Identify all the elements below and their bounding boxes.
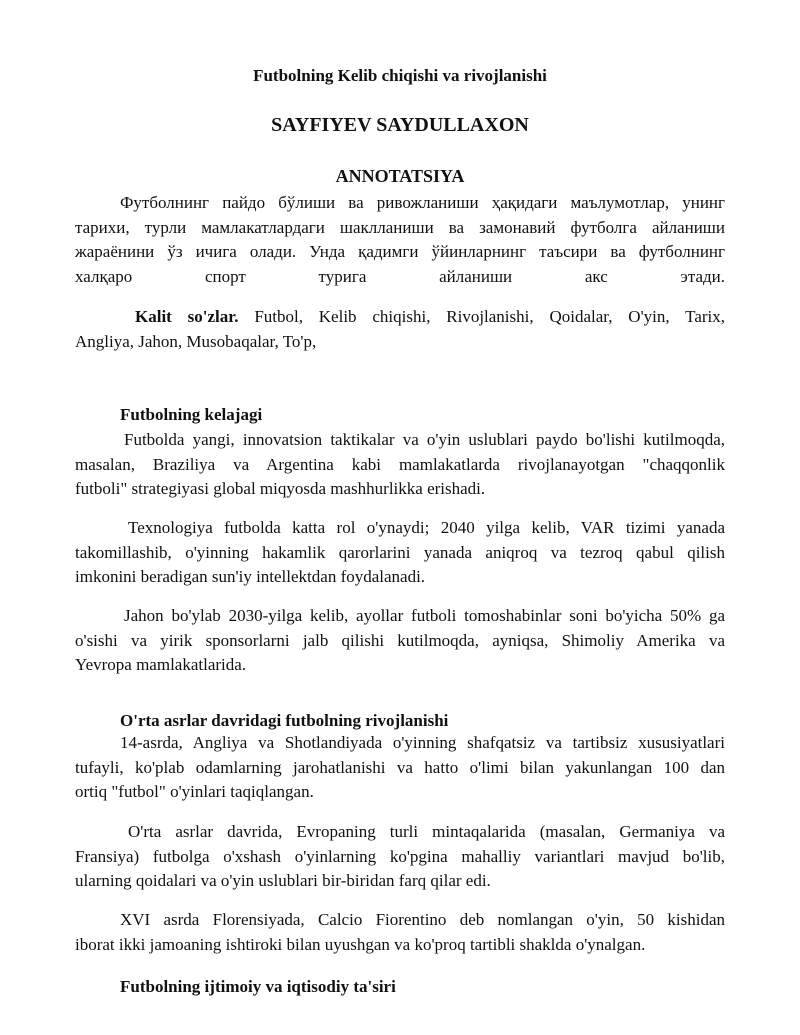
section-paragraph xyxy=(75,428,725,502)
keywords-line: Angliya, Jahon, Musobaqalar, To'p, xyxy=(75,331,317,351)
paragraph-line: Fransiya) futbolga o'xshash o'yinlarning ko'pgina mahalliy variantlari mavjud bo'lib, xyxy=(75,846,725,866)
section-heading: O'rta asrlar davridagi futbolning rivojlanishi xyxy=(120,711,449,730)
paragraph-line: 14-asrda, Angliya va Shotlandiyada o'yinning shafqatsiz va tartibsiz xususiyatlari xyxy=(120,733,725,752)
section-paragraph xyxy=(75,516,725,590)
paragraph-line: imkonini beradigan sun'iy intellektdan foydalanadi. xyxy=(75,567,426,586)
annotation-paragraph xyxy=(75,191,725,289)
paragraph-line: XVI asrda Florensiyada, Calcio Fiorentino deb nomlangan o'yin, 50 kishidan xyxy=(120,910,725,929)
section-paragraph xyxy=(75,604,725,678)
keywords-paragraph xyxy=(75,305,725,354)
annotation-heading: ANNOTATSIYA xyxy=(335,166,465,186)
section-heading: Futbolning kelajagi xyxy=(120,405,263,424)
paragraph-line: O'rta asrlar davrida, Evropaning turli mintaqalarida (masalan, Germaniya va xyxy=(128,822,725,841)
section-paragraph xyxy=(75,908,725,957)
paragraph-line: Jahon bo'ylab 2030-yilga kelib, ayollar futboli tomoshabinlar soni bo'yicha 50% ga xyxy=(124,606,725,625)
paragraph-line: takomillashib, o'yinning hakamlik qarorlarini yanada aniqroq va tezroq qabul qilish xyxy=(75,542,725,562)
annotation-line: тарихи, турли мамлакатлардаги шаклланиши ва замонавий футболга айланиши xyxy=(75,217,725,237)
section-paragraph xyxy=(75,731,725,805)
section-heading: Futbolning ijtimoiy va iqtisodiy ta'siri xyxy=(120,977,396,996)
paragraph-line: tufayli, ko'plab odamlarning jarohatlanishi va hatto o'limi bilan yakunlangan 100 dan xyxy=(75,757,725,777)
paragraph-line: Texnologiya futbolda katta rol o'ynaydi; 2040 yilga kelib, VAR tizimi yanada xyxy=(128,518,725,537)
paragraph-line: o'sishi va yirik sponsorlarni jalb qilishi kutilmoqda, ayniqsa, Shimoliy Amerika va xyxy=(75,630,725,650)
keywords-line xyxy=(75,305,725,330)
annotation-line: халқаро спорт турига айланиши акс этади. xyxy=(75,266,725,286)
keywords-label: Kalit so'zlar. xyxy=(135,307,239,326)
paragraph-line: ortiq "futbol" o'yinlari taqiqlangan. xyxy=(75,782,314,801)
paragraph-line: iborat ikki jamoaning ishtiroki bilan uyushgan va ko'proq tartibli shaklda o'ynalgan. xyxy=(75,934,646,954)
keywords-list: Futbol, Kelib chiqishi, Rivojlanishi, Qoidalar, O'yin, Tarix, xyxy=(238,307,725,326)
annotation-line: жараёнини ўз ичига олади. Унда қадимги ўйинларнинг таъсири ва футболнинг xyxy=(75,242,725,261)
paragraph-line: ularning qoidalari va o'yin uslublari bir-biridan farq qilar edi. xyxy=(75,871,491,890)
paragraph-line: Futbolda yangi, innovatsion taktikalar va o'yin uslublari paydo bo'lishi kutilmoqda, xyxy=(124,430,725,449)
section-paragraph xyxy=(75,820,725,894)
paragraph-line: masalan, Braziliya va Argentina kabi mamlakatlarda rivojlanayotgan "chaqqonlik xyxy=(75,454,725,474)
document-title: Futbolning Kelib chiqishi va rivojlanishi xyxy=(253,66,547,85)
paragraph-line: Yevropa mamlakatlarida. xyxy=(75,655,247,674)
annotation-line: Футболнинг пайдо бўлиши ва ривожланиши ҳақидаги маълумотлар, унинг xyxy=(120,193,725,212)
author-name: SAYFIYEV SAYDULLAXON xyxy=(271,114,529,136)
paragraph-line: futboli" strategiyasi global miqyosda mashhurlikka erishadi. xyxy=(75,479,486,498)
